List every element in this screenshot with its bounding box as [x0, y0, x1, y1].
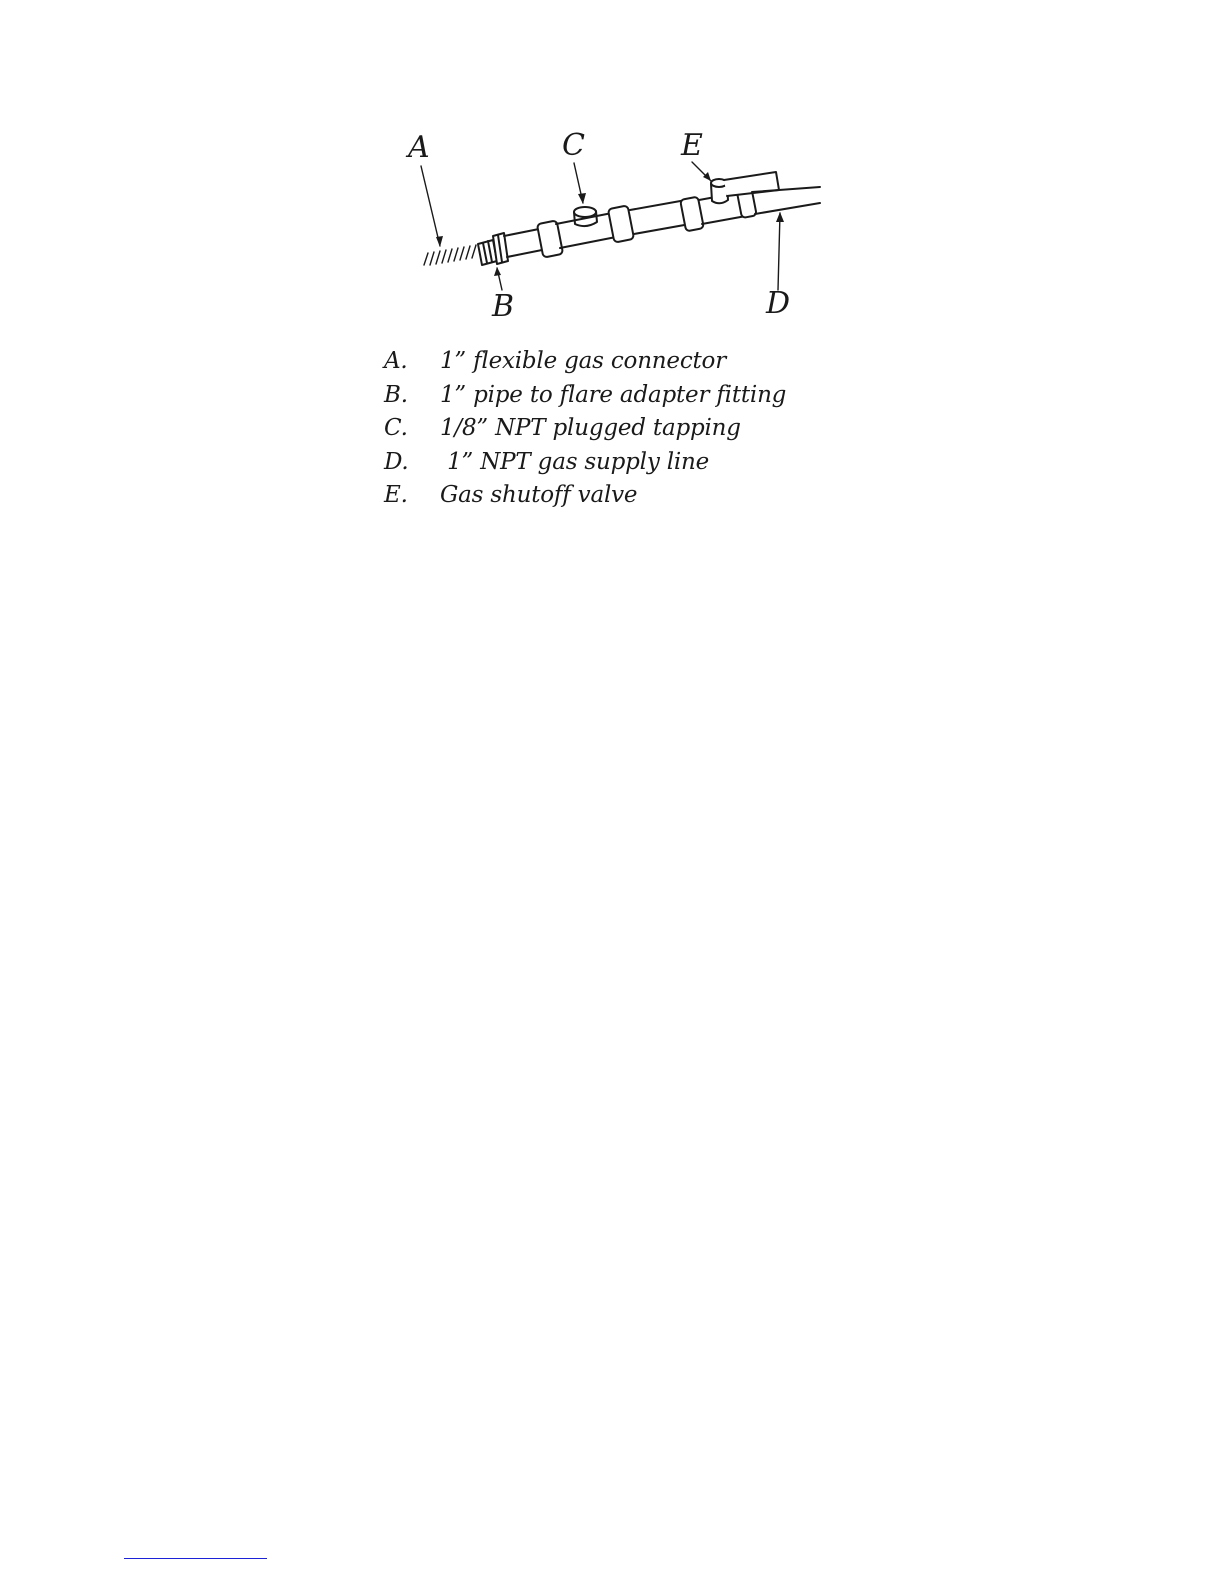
gas-connection-diagram [400, 118, 840, 330]
flexible-connector [424, 245, 476, 265]
legend-item-a [384, 348, 844, 382]
legend-item-b [384, 382, 844, 416]
callout-label-a: A [408, 130, 430, 165]
legend-text: 1/8” NPT plugged tapping [440, 415, 741, 441]
legend-key: C. [384, 415, 408, 441]
legend-text: 1” NPT gas supply line [440, 448, 710, 475]
legend-item-c [384, 415, 844, 449]
callout-label-c: C [562, 128, 585, 163]
legend-key: B. [384, 381, 408, 408]
legend-key: D. [384, 448, 409, 475]
legend-key: A. [384, 348, 408, 374]
legend-text: Gas shutoff valve [440, 482, 638, 508]
legend-text: 1” pipe to flare adapter fitting [440, 381, 787, 408]
gas-shutoff-valve [680, 172, 779, 231]
flare-adapter-fitting [478, 233, 508, 265]
callout-label-b: B [492, 289, 515, 324]
legend-item-e [384, 482, 844, 516]
parts-legend [384, 348, 844, 516]
gas-supply-line [752, 187, 820, 214]
legend-item-d [384, 449, 844, 483]
legend-key: E. [384, 482, 408, 508]
plugged-tee [537, 205, 634, 257]
legend-text: 1” flexible gas connector [440, 348, 726, 374]
callout-label-d: D [766, 286, 791, 321]
footnote-rule [124, 1558, 267, 1559]
callout-label-e: E [681, 128, 703, 163]
